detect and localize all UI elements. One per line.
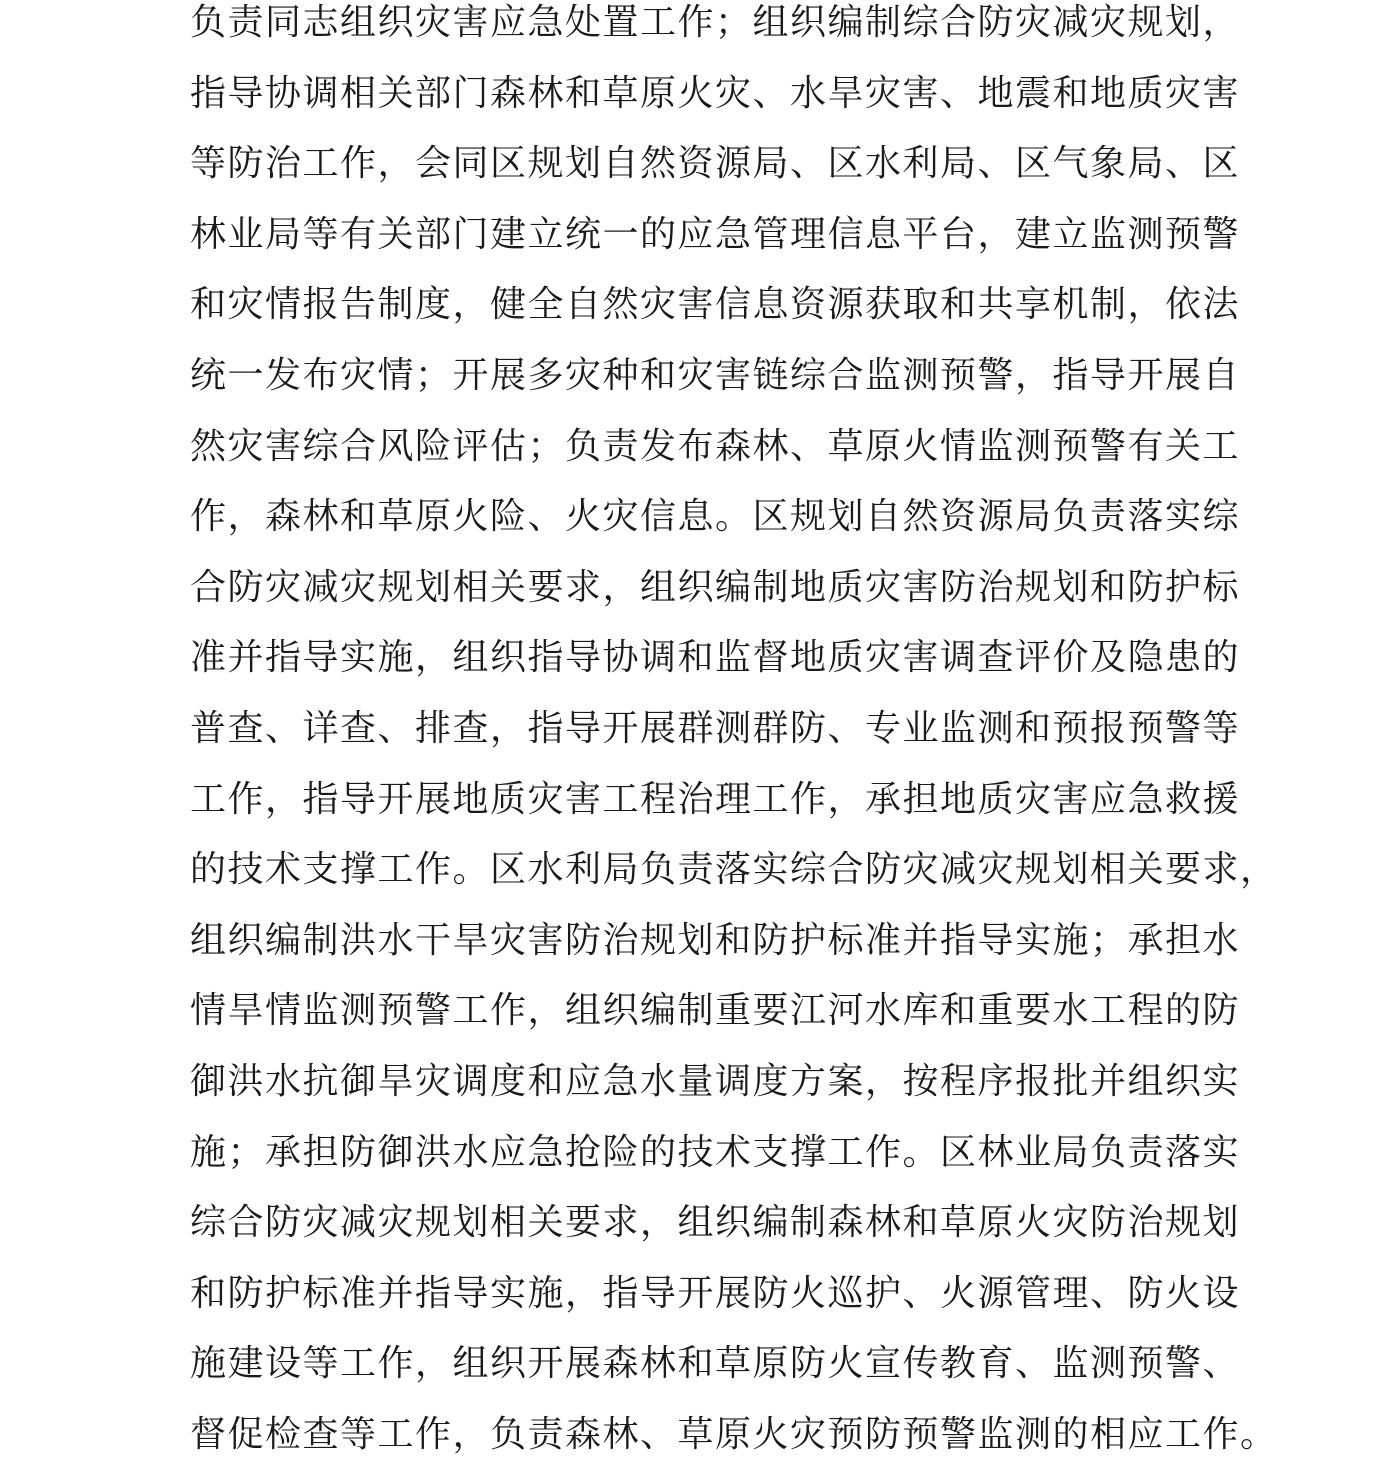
text-line-15: 情旱情监测预警工作，组织编制重要江河水库和重要水工程的防	[190, 990, 1241, 1032]
text-line-19: 和防护标准并指导实施，指导开展防火巡护、火源管理、防火设	[190, 1272, 1241, 1314]
text-line-14: 组织编制洪水干旱灾害防治规划和防护标准并指导实施；承担水	[190, 919, 1241, 961]
text-line-8: 作，森林和草原火险、火灾信息。区规划自然资源局负责落实综	[190, 496, 1241, 538]
text-line-1: 负责同志组织灾害应急处置工作；组织编制综合防灾减灾规划，	[190, 2, 1241, 43]
text-line-17: 施；承担防御洪水应急抢险的技术支撑工作。区林业局负责落实	[190, 1131, 1241, 1173]
text-line-3: 等防治工作，会同区规划自然资源局、区水利局、区气象局、区	[190, 143, 1241, 185]
text-line-12: 工作，指导开展地质灾害工程治理工作，承担地质灾害应急救援	[190, 778, 1241, 820]
text-line-5: 和灾情报告制度，健全自然灾害信息资源获取和共享机制，依法	[190, 284, 1241, 326]
text-line-13: 的技术支撑工作。区水利局负责落实综合防灾减灾规划相关要求，	[190, 849, 1278, 891]
text-line-7: 然灾害综合风险评估；负责发布森林、草原火情监测预警有关工	[190, 425, 1241, 467]
text-line-4: 林业局等有关部门建立统一的应急管理信息平台，建立监测预警	[190, 213, 1241, 255]
text-line-2: 指导协调相关部门森林和草原火灾、水旱灾害、地震和地质灾害	[190, 72, 1241, 114]
text-line-10: 准并指导实施，组织指导协调和监督地质灾害调查评价及隐患的	[190, 637, 1241, 679]
body-paragraph	[190, 0, 1278, 1470]
text-line-6: 统一发布灾情；开展多灾种和灾害链综合监测预警，指导开展自	[190, 354, 1241, 396]
text-line-16: 御洪水抗御旱灾调度和应急水量调度方案，按程序报批并组织实	[190, 1060, 1241, 1102]
text-line-18: 综合防灾减灾规划相关要求，组织编制森林和草原火灾防治规划	[190, 1202, 1241, 1244]
text-line-21: 督促检查等工作，负责森林、草原火灾预防预警监测的相应工作。	[190, 1413, 1278, 1455]
text-line-9: 合防灾减灾规划相关要求，组织编制地质灾害防治规划和防护标	[190, 566, 1241, 608]
text-line-11: 普查、详查、排查，指导开展群测群防、专业监测和预报预警等	[190, 707, 1241, 749]
text-line-20: 施建设等工作，组织开展森林和草原防火宣传教育、监测预警、	[190, 1343, 1241, 1385]
